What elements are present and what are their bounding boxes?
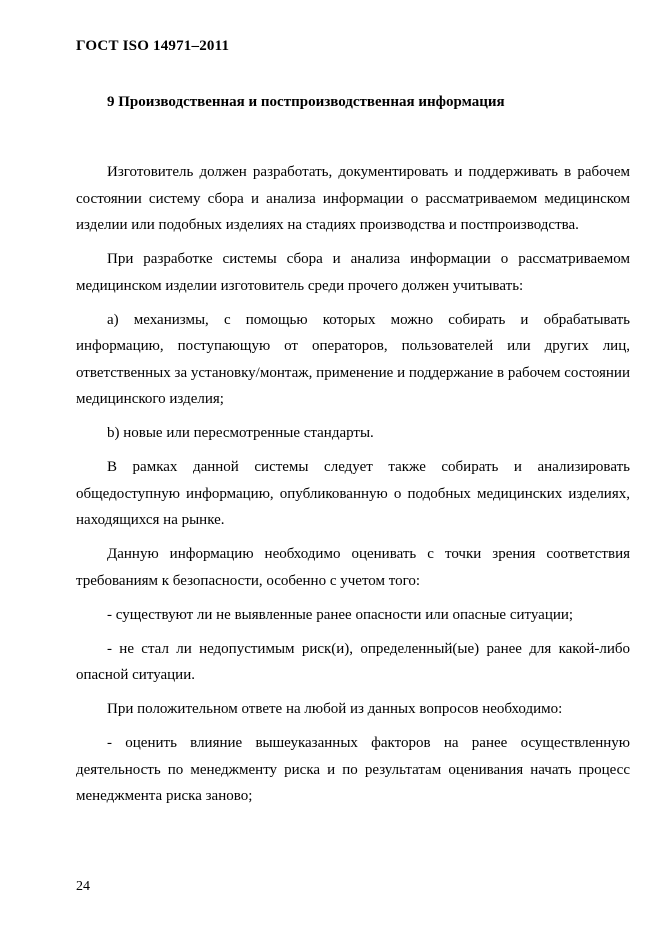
list-item-new-hazards: - существуют ли не выявленные ранее опасности или опасные ситуации;: [107, 606, 574, 623]
section-heading: 9 Производственная и постпроизводственная информация: [107, 94, 505, 110]
body-text: [76, 159, 630, 817]
paragraph-system-considerations: При разработке системы сбора и анализа информации о рассматриваемом медицинском изделии изготовитель среди прочего должен учитывать:: [76, 251, 630, 294]
paragraph-public-information: В рамках данной системы следует также собирать и анализировать общедоступную информацию, опубликованную о подобных медицинских изделиях, находящихся на рынке.: [76, 459, 630, 528]
page-number: 24: [76, 879, 90, 894]
paragraph-positive-answer: При положительном ответе на любой из данных вопросов необходимо:: [107, 701, 563, 717]
standard-code-header: ГОСТ ISO 14971–2011: [76, 38, 230, 54]
list-item-b-standards: b) новые или пересмотренные стандарты.: [107, 425, 374, 441]
paragraph-manufacturer-duty: Изготовитель должен разработать, документировать и поддерживать в рабочем состоянии систему сбора и анализа информации о рассматриваемом медицинском изделии или подобных изделиях на стадиях производства и постпроизводства.: [76, 164, 630, 233]
list-item-unacceptable-risk: - не стал ли недопустимым риск(и), определенный(ые) ранее для какой-либо опасной ситуации.: [76, 640, 630, 683]
list-item-a-mechanisms: а) механизмы, с помощью которых можно собирать и обрабатывать информацию, поступающую от операторов, пользователей или других лиц, ответственных за установку/монтаж, применение и поддержание в рабочем состоянии медицинского изделия;: [76, 311, 630, 407]
list-item-assess-impact: - оценить влияние вышеуказанных факторов на ранее осуществленную деятельность по менеджменту риска и по результатам оценивания начать процесс менеджмента риска заново;: [76, 735, 630, 804]
paragraph-evaluation: Данную информацию необходимо оценивать с точки зрения соответствия требованиям к безопасности, особенно с учетом того:: [76, 546, 630, 589]
